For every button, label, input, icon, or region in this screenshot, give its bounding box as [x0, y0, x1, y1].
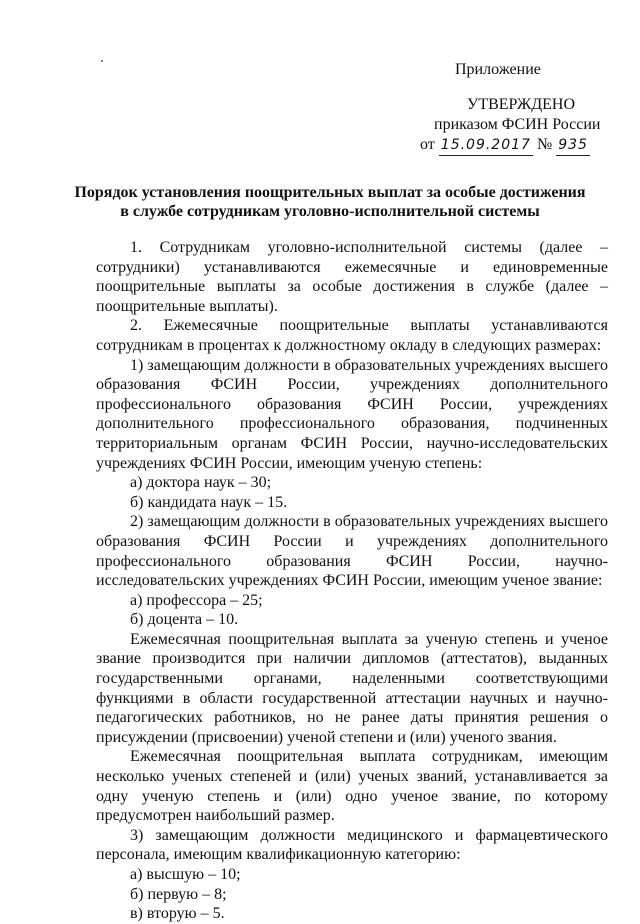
- paragraph-item-2: 2) замещающим должности в образовательных учреждениях высшего образования ФСИН России и учреждениях дополнительного профессионального образования ФСИН России, научно-исследовательских учреждениях ФСИН России, имеющим ученое звание:: [96, 513, 608, 590]
- paragraph-multiple-degrees: Ежемесячная поощрительная выплата сотрудникам, имеющим несколько ученых степеней и (или) ученых званий, устанавливается за одну ученую степень и (или) одно ученое звание, по которому предусмотрен наибольший размер.: [96, 748, 608, 825]
- order-number: 935: [556, 135, 590, 156]
- order-reference: приказом ФСИН России: [434, 116, 601, 133]
- paragraph-2: 2. Ежемесячные поощрительные выплаты устанавливаются сотрудникам в процентах к должностному окладу в следующих размерах:: [96, 317, 608, 354]
- approved-heading: УТВЕРЖДЕНО: [467, 96, 576, 113]
- paragraph-1: 1. Сотрудникам уголовно-исполнительной системы (далее – сотрудники) устанавливаются ежемесячные и единовременные поощрительные выплаты за особые достижения в службе (далее – поощрительные выплаты).: [96, 239, 608, 315]
- paragraph-subitem-2a: а) профессора – 25;: [130, 591, 263, 609]
- document-title-line-1: Порядок установления поощрительных выплат за особые достижения: [74, 184, 586, 201]
- document-title: [70, 183, 590, 221]
- order-date-line: [420, 135, 610, 157]
- document-body: [96, 238, 608, 924]
- appendix-label: Приложение: [455, 61, 541, 78]
- paragraph-subitem-1b: б) кандидата наук – 15.: [130, 493, 288, 511]
- paragraph-subitem-1a: а) доктора наук – 30;: [130, 474, 272, 492]
- paragraph-degree-payment: Ежемесячная поощрительная выплата за ученую степень и ученое звание производится при наличии дипломов (аттестатов), выданных государственными органами, наделенными соответствующими функциями в области государственной аттестации научных и научно-педагогических работников, но не ранее даты принятия решения о присуждении (присвоении) ученой степени и (или) ученого звания.: [96, 630, 608, 746]
- document-title-line-2: в службе сотрудникам уголовно-исполнительной системы: [120, 203, 540, 220]
- paragraph-subitem-3a: а) высшую – 10;: [130, 866, 241, 883]
- date-prefix: от: [420, 136, 435, 153]
- paragraph-item-1: 1) замещающим должности в образовательных учреждениях высшего образования ФСИН России, учреждениях дополнительного профессионального образования ФСИН России, учреждениях дополнительного профессионального образования, подчиненных территориальным органам ФСИН России, научно-исследовательских учреждениях ФСИН России, имеющим ученую степень:: [96, 356, 608, 472]
- paragraph-subitem-3c: в) вторую – 5.: [130, 905, 225, 923]
- paragraph-subitem-2b: б) доцента – 10.: [130, 611, 239, 629]
- scan-speck: [101, 60, 103, 62]
- paragraph-subitem-3b: б) первую – 8;: [130, 885, 227, 903]
- order-date: 15.09.2017: [439, 135, 533, 156]
- paragraph-item-3: 3) замещающим должности медицинского и фармацевтического персонала, имеющим квалификационную категорию:: [96, 826, 608, 864]
- number-sign: №: [536, 136, 553, 153]
- approval-stamp-block: [420, 95, 610, 157]
